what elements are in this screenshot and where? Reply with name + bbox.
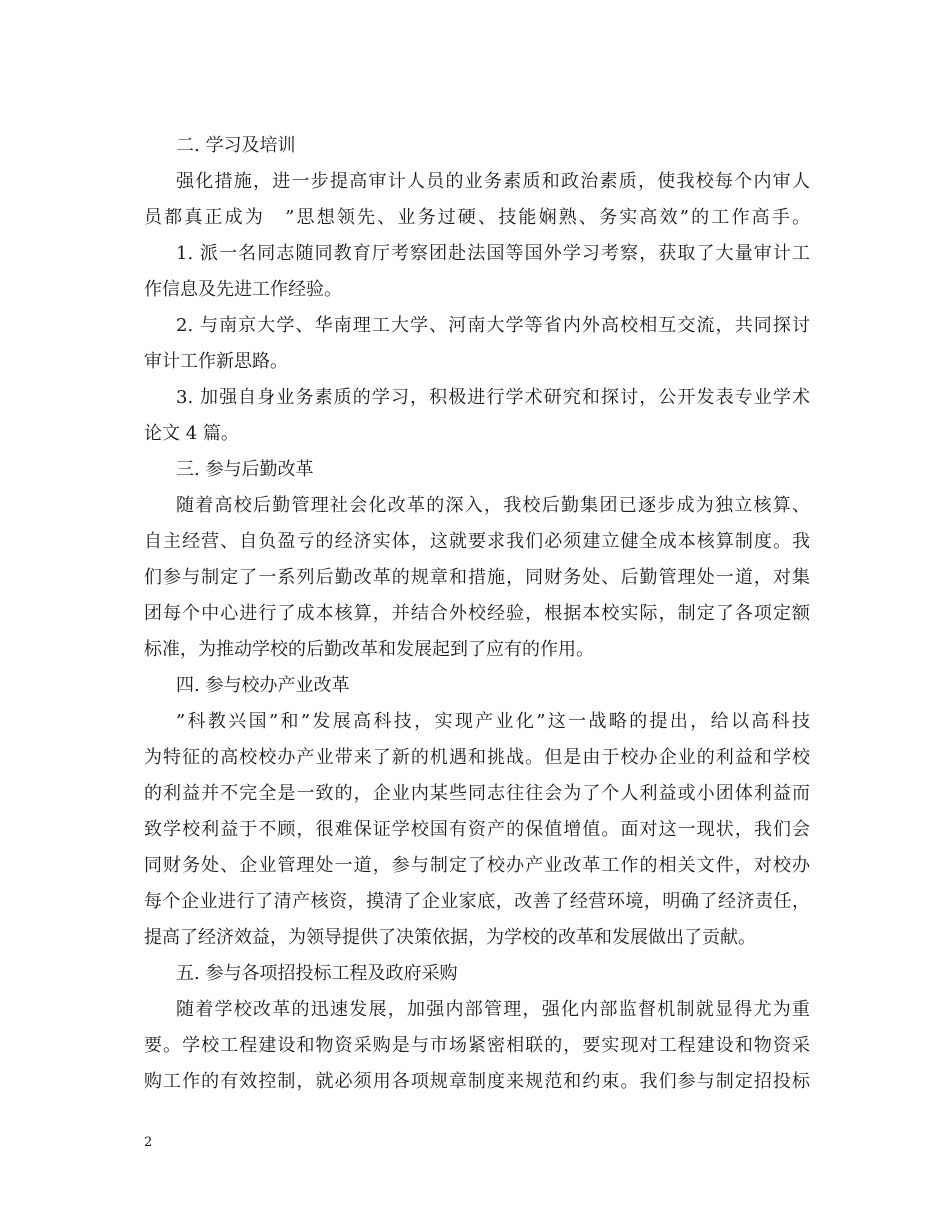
text-line: 标准，为推动学校的后勤改革和发展起到了应有的作用。 bbox=[144, 639, 594, 660]
text-line: 三. 参与后勤改革 bbox=[176, 459, 314, 480]
text-line: 1. 派一名同志随同教育厅考察团赴法国等国外学习考察，获取了大量审计工 bbox=[176, 243, 810, 264]
text-line: 五. 参与各项招投标工程及政府采购 bbox=[176, 963, 458, 984]
text-line: 3. 加强自身业务素质的学习，积极进行学术研究和探讨，公开发表专业学术 bbox=[176, 387, 810, 408]
text-line: 2. 与南京大学、华南理工大学、河南大学等省内外高校相互交流，共同探讨 bbox=[176, 315, 810, 336]
text-line: 每个企业进行了清产核资，摸清了企业家底，改善了经营环境，明确了经济责任， bbox=[144, 891, 810, 912]
text-line: 员都真正成为 ”思想领先、业务过硬、技能娴熟、务实高效”的工作高手。 bbox=[144, 207, 810, 228]
document-body bbox=[144, 128, 810, 1100]
text-line: 作信息及先进工作经验。 bbox=[144, 279, 342, 300]
text-line: 的利益并不完全是一致的，企业内某些同志往往会为了个人利益或小团体利益而 bbox=[144, 783, 810, 804]
text-line: 同财务处、企业管理处一道，参与制定了校办产业改革工作的相关文件，对校办 bbox=[144, 855, 810, 876]
text-line: 提高了经济效益，为领导提供了决策依据，为学校的改革和发展做出了贡献。 bbox=[144, 927, 756, 948]
text-line: 要。学校工程建设和物资采购是与市场紧密相联的，要实现对工程建设和物资采 bbox=[144, 1035, 810, 1056]
text-line: 四. 参与校办产业改革 bbox=[176, 675, 350, 696]
text-line: 为特征的高校校办产业带来了新的机遇和挑战。但是由于校办企业的利益和学校 bbox=[144, 747, 810, 768]
text-line: ”科教兴国”和”发展高科技，实现产业化”这一战略的提出，给以高科技 bbox=[176, 711, 810, 732]
page-number: 2 bbox=[144, 1135, 153, 1150]
text-line: 审计工作新思路。 bbox=[144, 351, 288, 372]
text-line: 购工作的有效控制，就必须用各项规章制度来规范和约束。我们参与制定招投标 bbox=[144, 1071, 810, 1092]
text-line: 随着学校改革的迅速发展，加强内部管理，强化内部监督机制就显得尤为重 bbox=[176, 999, 810, 1020]
text-line: 自主经营、自负盈亏的经济实体，这就要求我们必须建立健全成本核算制度。我 bbox=[144, 531, 810, 552]
text-line: 们参与制定了一系列后勤改革的规章和措施，同财务处、后勤管理处一道，对集 bbox=[144, 567, 810, 588]
text-line: 论文 4 篇。 bbox=[144, 423, 239, 444]
text-line: 随着高校后勤管理社会化改革的深入，我校后勤集团已逐步成为独立核算、 bbox=[176, 495, 810, 516]
text-line: 团每个中心进行了成本核算，并结合外校经验，根据本校实际，制定了各项定额 bbox=[144, 603, 810, 624]
text-line: 强化措施，进一步提高审计人员的业务素质和政治素质，使我校每个内审人 bbox=[176, 171, 810, 192]
text-line: 二. 学习及培训 bbox=[176, 135, 296, 156]
text-line: 致学校利益于不顾，很难保证学校国有资产的保值增值。面对这一现状，我们会 bbox=[144, 819, 810, 840]
